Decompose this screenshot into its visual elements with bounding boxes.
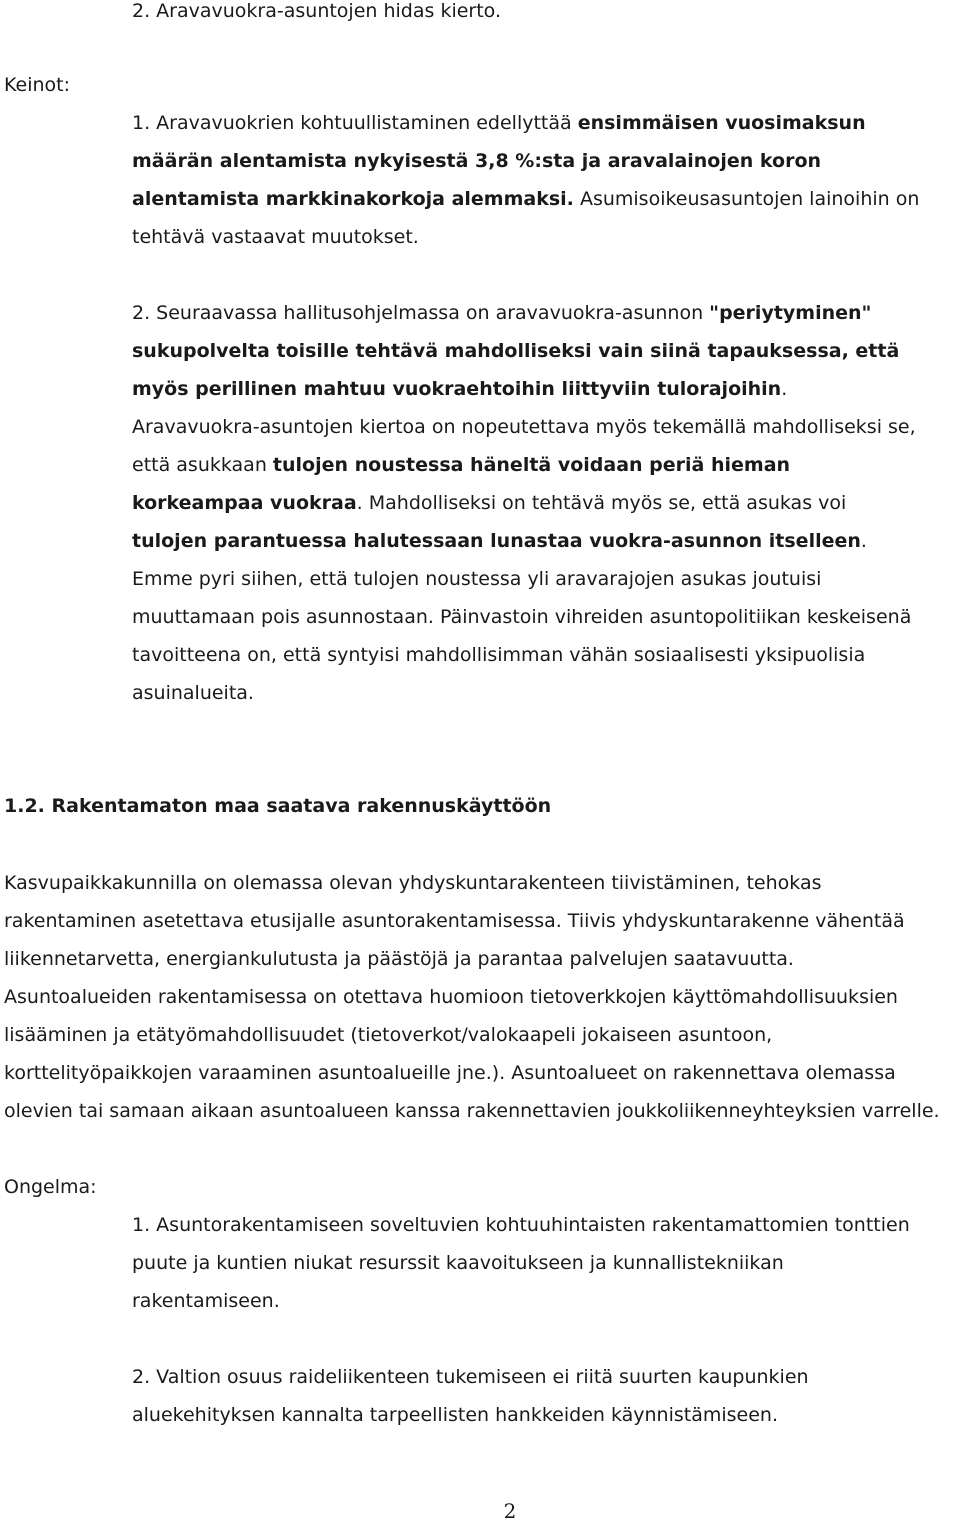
bold-span: tulojen parantuessa halutessaan lunastaa vuokra-asunnon itselleen bbox=[132, 530, 861, 552]
keinot-label: Keinot: bbox=[4, 74, 70, 96]
top-list-item: 2. Aravavuokra-asuntojen hidas kierto. bbox=[132, 0, 502, 22]
keinot-item2-line11: asuinalueita. bbox=[132, 682, 254, 704]
section-paragraph-line: Kasvupaikkakunnilla on olemassa olevan yhdyskuntarakenteen tiivistäminen, tehokas bbox=[4, 872, 822, 894]
section-paragraph-line: lisääminen ja etätyömahdollisuudet (tietoverkot/valokaapeli jokaiseen asuntoon, bbox=[4, 1024, 773, 1046]
keinot-item2-line7 bbox=[132, 522, 867, 560]
text-span: että asukkaan bbox=[132, 454, 273, 476]
keinot-item1-line2: määrän alentamista nykyisestä 3,8 %:sta ja aravalainojen koron bbox=[132, 150, 822, 172]
section-heading: 1.2. Rakentamaton maa saatava rakennuskäyttöön bbox=[4, 795, 552, 817]
text-span: Asumisoikeusasuntojen lainoihin on bbox=[573, 188, 920, 210]
keinot-item2-line1 bbox=[132, 294, 871, 332]
keinot-item1-line4: tehtävä vastaavat muutokset. bbox=[132, 226, 419, 248]
ongelma-label: Ongelma: bbox=[4, 1176, 97, 1198]
bold-span: myös perillinen mahtuu vuokraehtoihin liittyviin tulorajoihin bbox=[132, 378, 782, 400]
keinot-item2-line4: Aravavuokra-asuntojen kiertoa on nopeutettava myös tekemällä mahdolliseksi se, bbox=[132, 416, 916, 438]
page-number: 2 bbox=[503, 1499, 517, 1523]
keinot-item1-line3 bbox=[132, 180, 919, 218]
keinot-item2-line2: sukupolvelta toisille tehtävä mahdolliseksi vain siinä tapauksessa, että bbox=[132, 340, 900, 362]
keinot-item2-line6 bbox=[132, 484, 846, 522]
text-span: . bbox=[860, 530, 867, 552]
section-paragraph-line: Asuntoalueiden rakentamisessa on otettava huomioon tietoverkkojen käyttömahdollisuuksien bbox=[4, 986, 898, 1008]
bold-span: alentamista markkinakorkoja alemmaksi. bbox=[132, 188, 574, 210]
section-paragraph-line: liikennetarvetta, energiankulutusta ja päästöjä ja parantaa palvelujen saatavuutta. bbox=[4, 948, 794, 970]
text-span: 2. Seuraavassa hallitusohjelmassa on aravavuokra-asunnon bbox=[132, 302, 710, 324]
text-span: . bbox=[781, 378, 788, 400]
keinot-item1-line1 bbox=[132, 104, 866, 142]
keinot-item2-line3 bbox=[132, 370, 787, 408]
ongelma-item2-line2: aluekehityksen kannalta tarpeellisten hankkeiden käynnistämiseen. bbox=[132, 1404, 779, 1426]
ongelma-item1-line1: 1. Asuntorakentamiseen soveltuvien kohtuuhintaisten rakentamattomien tonttien bbox=[132, 1214, 910, 1236]
keinot-item2-line5 bbox=[132, 446, 790, 484]
bold-span: ensimmäisen vuosimaksun bbox=[577, 112, 866, 134]
keinot-item2-line9: muuttamaan pois asunnostaan. Päinvastoin vihreiden asuntopolitiikan keskeisenä bbox=[132, 606, 912, 628]
text-span: 1. Aravavuokrien kohtuullistaminen edellyttää bbox=[132, 112, 578, 134]
bold-span: korkeampaa vuokraa bbox=[132, 492, 357, 514]
ongelma-item2-line1: 2. Valtion osuus raideliikenteen tukemiseen ei riitä suurten kaupunkien bbox=[132, 1366, 809, 1388]
bold-span: "periytyminen" bbox=[709, 302, 872, 324]
bold-span: tulojen noustessa häneltä voidaan periä hieman bbox=[272, 454, 791, 476]
ongelma-item1-line3: rakentamiseen. bbox=[132, 1290, 280, 1312]
ongelma-item1-line2: puute ja kuntien niukat resurssit kaavoitukseen ja kunnallistekniikan bbox=[132, 1252, 784, 1274]
keinot-item2-line8: Emme pyri siihen, että tulojen noustessa yli aravarajojen asukas joutuisi bbox=[132, 568, 822, 590]
section-paragraph-line: rakentaminen asetettava etusijalle asuntorakentamisessa. Tiivis yhdyskuntarakenne vähentää bbox=[4, 910, 905, 932]
section-paragraph-line: olevien tai samaan aikaan asuntoalueen kanssa rakennettavien joukkoliikenneyhteyksien varrelle. bbox=[4, 1100, 940, 1122]
keinot-item2-line10: tavoitteena on, että syntyisi mahdollisimman vähän sosiaalisesti yksipuolisia bbox=[132, 644, 866, 666]
text-span: . Mahdolliseksi on tehtävä myös se, että asukas voi bbox=[356, 492, 847, 514]
section-paragraph-line: korttelityöpaikkojen varaaminen asuntoalueille jne.). Asuntoalueet on rakennettava olemassa bbox=[4, 1062, 896, 1084]
